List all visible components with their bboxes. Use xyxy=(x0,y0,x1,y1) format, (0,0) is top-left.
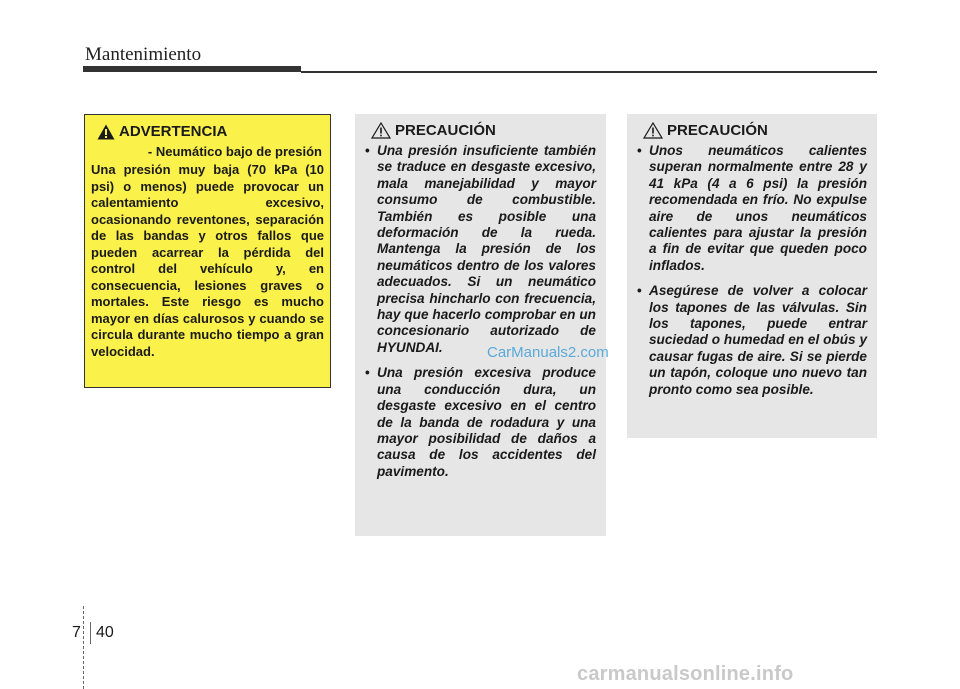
caution-list-1 xyxy=(365,143,596,480)
footer-url-link[interactable]: carmanualsonline.info xyxy=(577,663,794,685)
caution-title-1: PRECAUCIÓN xyxy=(395,122,496,139)
watermark-link[interactable]: CarManuals2.com xyxy=(487,344,609,361)
caution-title-2: PRECAUCIÓN xyxy=(667,122,768,139)
caution-heading-1 xyxy=(365,122,596,139)
warning-heading xyxy=(91,123,324,140)
list-item: • Asegúrese de volver a colocar los tapones de las válvulas. Sin los tapones, puede entrar suciedad o humedad en el obús y causar fugas de aire. Si se pierde un tapón, coloque uno nuevo tan pronto como sea posible. xyxy=(637,283,867,398)
list-item: • Una presión excesiva produce una conducción dura, un desgaste excesivo en el centro de la banda de rodadura y una mayor posibilidad de daños a causa de los accidentes del pavimento. xyxy=(365,365,596,480)
warning-body: Una presión muy baja (70 kPa (10 psi) o menos) puede provocar un calentamiento excesivo, ocasionando reventones, separación de las bandas y otros fallos que pueden acarrear la pérdida del control del vehículo y, en consecuencia, lesiones graves o mortales. Este riesgo es mucho mayor en días calurosos y cuando se circula durante mucho tiempo a gran velocidad. xyxy=(91,162,324,359)
page-number: 40 xyxy=(96,624,114,641)
caution-box-2 xyxy=(627,114,877,438)
warning-title: ADVERTENCIA xyxy=(119,123,228,140)
caution-heading-2 xyxy=(637,122,867,139)
warning-subtitle: - Neumático bajo de presión xyxy=(147,144,322,159)
caution-list-2 xyxy=(637,143,867,398)
caution-box-1 xyxy=(355,114,606,536)
footer-dashed-line xyxy=(83,606,84,689)
header-rule-thin xyxy=(301,71,877,73)
caution-triangle-icon xyxy=(371,122,391,139)
warning-box xyxy=(84,114,331,388)
caution-triangle-icon xyxy=(643,122,663,139)
list-item: • Una presión insuficiente también se traduce en desgaste excesivo, mala manejabilidad y mayor consumo de combustible. También es posible una deformación de la rueda. Mantenga la presión de los neumáticos dentro de los valores adecuados. Si un neumático precisa hincharlo con frecuencia, hay que hacerlo comprobar en un concesionario autorizado de HYUNDAI. xyxy=(365,143,596,356)
footer-divider xyxy=(90,622,91,644)
warning-triangle-icon xyxy=(97,124,115,140)
chapter-number: 7 xyxy=(72,624,81,641)
list-item: • Unos neumáticos calientes superan normalmente entre 28 y 41 kPa (4 a 6 psi) la presión recomendada en frío. No expulse aire de unos neumáticos calientes para ajustar la presión a fin de evitar que queden poco inflados. xyxy=(637,143,867,274)
header-rule-thick xyxy=(83,66,301,72)
section-title: Mantenimiento xyxy=(85,44,202,65)
